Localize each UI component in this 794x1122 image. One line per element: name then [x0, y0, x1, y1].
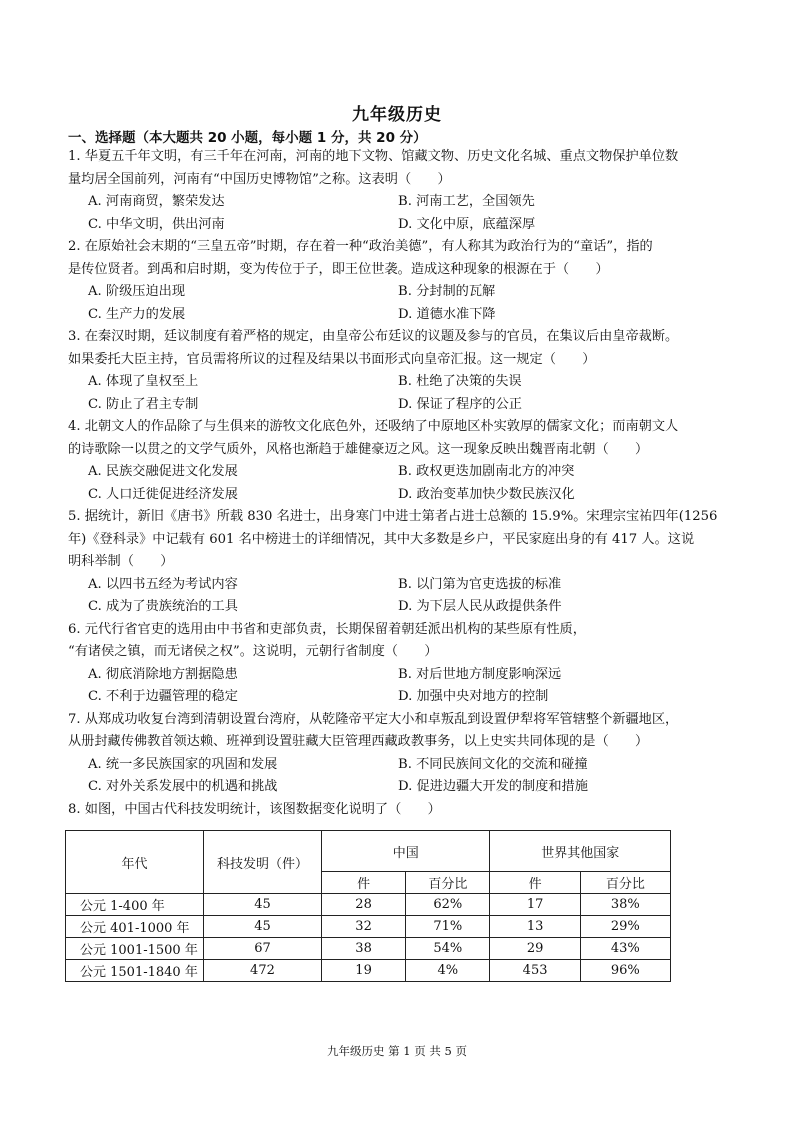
cell-world-count: 13: [490, 916, 580, 938]
option-a: A. 阶级压迫出现: [88, 284, 186, 299]
option-a: A. 彻底消除地方割据隐患: [88, 666, 238, 682]
question-text: 1. 华夏五千年文明，有三千年在河南，河南的地下文物、馆藏文物、历史文化名城、重点文物保护单位数: [68, 149, 679, 164]
option-c: C. 中华文明，供出河南: [88, 216, 225, 232]
cell-world-percent: 96%: [580, 960, 670, 982]
table-row: [66, 916, 671, 938]
option-d: D. 促进边疆大开发的制度和措施: [398, 779, 588, 794]
option-a: A. 以四书五经为考试内容: [88, 576, 238, 592]
option-a: A. 体现了皇权至上: [88, 374, 199, 389]
option-d: D. 政治变革加快少数民族汉化: [398, 486, 575, 502]
sub-header-percent: 百分比: [580, 872, 670, 894]
option-d: D. 加强中央对地方的控制: [398, 689, 549, 704]
cell-era: 公元 1001-1500 年: [66, 938, 204, 960]
question-text: 6. 元代行省官吏的选用由中书省和吏部负责，长期保留着朝廷派出机构的某些原有性质，: [68, 621, 586, 637]
option-a: A. 民族交融促进文化发展: [88, 464, 238, 479]
cell-world-percent: 38%: [580, 894, 670, 916]
table-row: [66, 938, 671, 960]
question: [68, 326, 734, 416]
cell-china-count: 32: [321, 916, 405, 938]
sub-header-count: 件: [490, 872, 580, 894]
invention-statistics-table: [65, 830, 671, 982]
question-text: 2. 在原始社会末期的“三皇五帝”时期，存在着一种“政治美德”，有人称其为政治行为的“童话”，指的: [68, 239, 653, 254]
cell-total: 45: [203, 916, 321, 938]
option-c: C. 人口迁徙促进经济发展: [88, 486, 238, 502]
sub-header-count: 件: [321, 872, 405, 894]
question-text: 4. 北朝文人的作品除了与生俱来的游牧文化底色外，还吸纳了中原地区朴实敦厚的儒家文化；而南朝文人: [68, 419, 679, 434]
question: [68, 619, 734, 709]
option-b: B. 河南工艺，全国领先: [398, 194, 535, 209]
option-d: D. 文化中原，底蕴深厚: [398, 216, 536, 232]
question-text: 5. 据统计，新旧《唐书》所载 830 名进士，出身寒门中进士第者占进士总额的 15.9%。宋理宗宝祐四年(1256: [68, 509, 718, 524]
option-b: B. 杜绝了决策的失误: [398, 374, 522, 389]
question: [68, 146, 734, 236]
option-d: D. 为下层人民从政提供条件: [398, 599, 562, 614]
option-b: B. 不同民族间文化的交流和碰撞: [398, 756, 588, 772]
question-text: 是传位贤者。到禹和启时期，变为传位于子，即王位世袭。造成这种现象的根源在于（ ）: [68, 261, 609, 277]
cell-era: 公元 401-1000 年: [66, 916, 204, 938]
cell-world-percent: 29%: [580, 916, 670, 938]
cell-total: 67: [203, 938, 321, 960]
option-b: B. 政权更迭加剧南北方的冲突: [398, 464, 575, 479]
section-heading: 一、选择题（本大题共 20 小题，每小题 1 分，共 20 分）: [68, 130, 427, 146]
question: [68, 709, 734, 799]
question-text: 如果委托大臣主持，官员需将所议的过程及结果以书面形式向皇帝汇报。这一规定（ ）: [68, 351, 596, 367]
option-c: C. 成为了贵族统治的工具: [88, 599, 238, 614]
cell-china-count: 19: [321, 960, 405, 982]
cell-china-count: 28: [321, 894, 405, 916]
cell-china-percent: 62%: [406, 894, 490, 916]
option-b: B. 对后世地方制度影响深远: [398, 666, 562, 682]
question-text: 的诗歌除一以贯之的文学气质外，风格也渐趋于雄健豪迈之风。这一现象反映出魏晋南北朝（ ）: [68, 441, 649, 457]
cell-china-percent: 54%: [406, 938, 490, 960]
option-a: A. 统一多民族国家的巩固和发展: [88, 756, 278, 772]
header-china: 中国: [321, 831, 490, 872]
question-text: 年)《登科录》中记载有 601 名中榜进士的详细情况，其中大多数是乡户，平民家庭出身的有 417 人。这说: [68, 531, 695, 547]
cell-era: 公元 1501-1840 年: [66, 960, 204, 982]
option-d: D. 道德水准下降: [398, 306, 496, 322]
sub-header-percent: 百分比: [406, 872, 490, 894]
cell-era: 公元 1-400 年: [66, 894, 204, 916]
question-text: 3. 在秦汉时期，廷议制度有着严格的规定，由皇帝公布廷议的议题及参与的官员，在集议后由皇帝裁断。: [68, 329, 679, 344]
table-row: [66, 960, 671, 982]
header-world: 世界其他国家: [490, 831, 671, 872]
option-c: C. 对外关系发展中的机遇和挑战: [88, 779, 278, 794]
option-b: B. 以门第为官吏选拔的标准: [398, 576, 562, 592]
cell-world-percent: 43%: [580, 938, 670, 960]
option-a: A. 河南商贸，繁荣发达: [88, 194, 225, 209]
cell-world-count: 29: [490, 938, 580, 960]
option-d: D. 保证了程序的公正: [398, 396, 522, 412]
option-b: B. 分封制的瓦解: [398, 284, 496, 299]
cell-world-count: 453: [490, 960, 580, 982]
cell-total: 472: [203, 960, 321, 982]
question-text: 量均居全国前列，河南有“中国历史博物馆”之称。这表明（ ）: [68, 171, 451, 187]
cell-china-percent: 71%: [406, 916, 490, 938]
option-c: C. 防止了君主专制: [88, 396, 199, 412]
option-c: C. 不利于边疆管理的稳定: [88, 689, 238, 704]
question-text: 8. 如图，中国古代科技发明统计，该图数据变化说明了（ ）: [68, 801, 441, 817]
cell-china-percent: 4%: [406, 960, 490, 982]
question-list: [68, 146, 734, 821]
cell-china-count: 38: [321, 938, 405, 960]
cell-world-count: 17: [490, 894, 580, 916]
question: [68, 506, 734, 619]
question: [68, 236, 734, 326]
header-total: 科技发明（件）: [203, 831, 321, 894]
cell-total: 45: [203, 894, 321, 916]
question-text: “有诸侯之镇，而无诸侯之权”。这说明，元朝行省制度（ ）: [68, 644, 438, 659]
table-row: [66, 894, 671, 916]
question-text: 从册封藏传佛教首领达赖、班禅到设置驻藏大臣管理西藏政教事务，以上史实共同体现的是（ ）: [68, 734, 649, 749]
question: [68, 799, 734, 822]
page-title: 九年级历史: [352, 105, 442, 125]
question-text: 7. 从郑成功收复台湾到清朝设置台湾府，从乾隆帝平定大小和卓叛乱到设置伊犁将军管辖整个新疆地区，: [68, 711, 679, 727]
page-footer: 九年级历史 第 1 页 共 5 页: [326, 1044, 468, 1058]
option-c: C. 生产力的发展: [88, 306, 186, 322]
question: [68, 416, 734, 506]
header-era: 年代: [66, 831, 204, 894]
question-text: 明科举制（ ）: [68, 554, 174, 569]
